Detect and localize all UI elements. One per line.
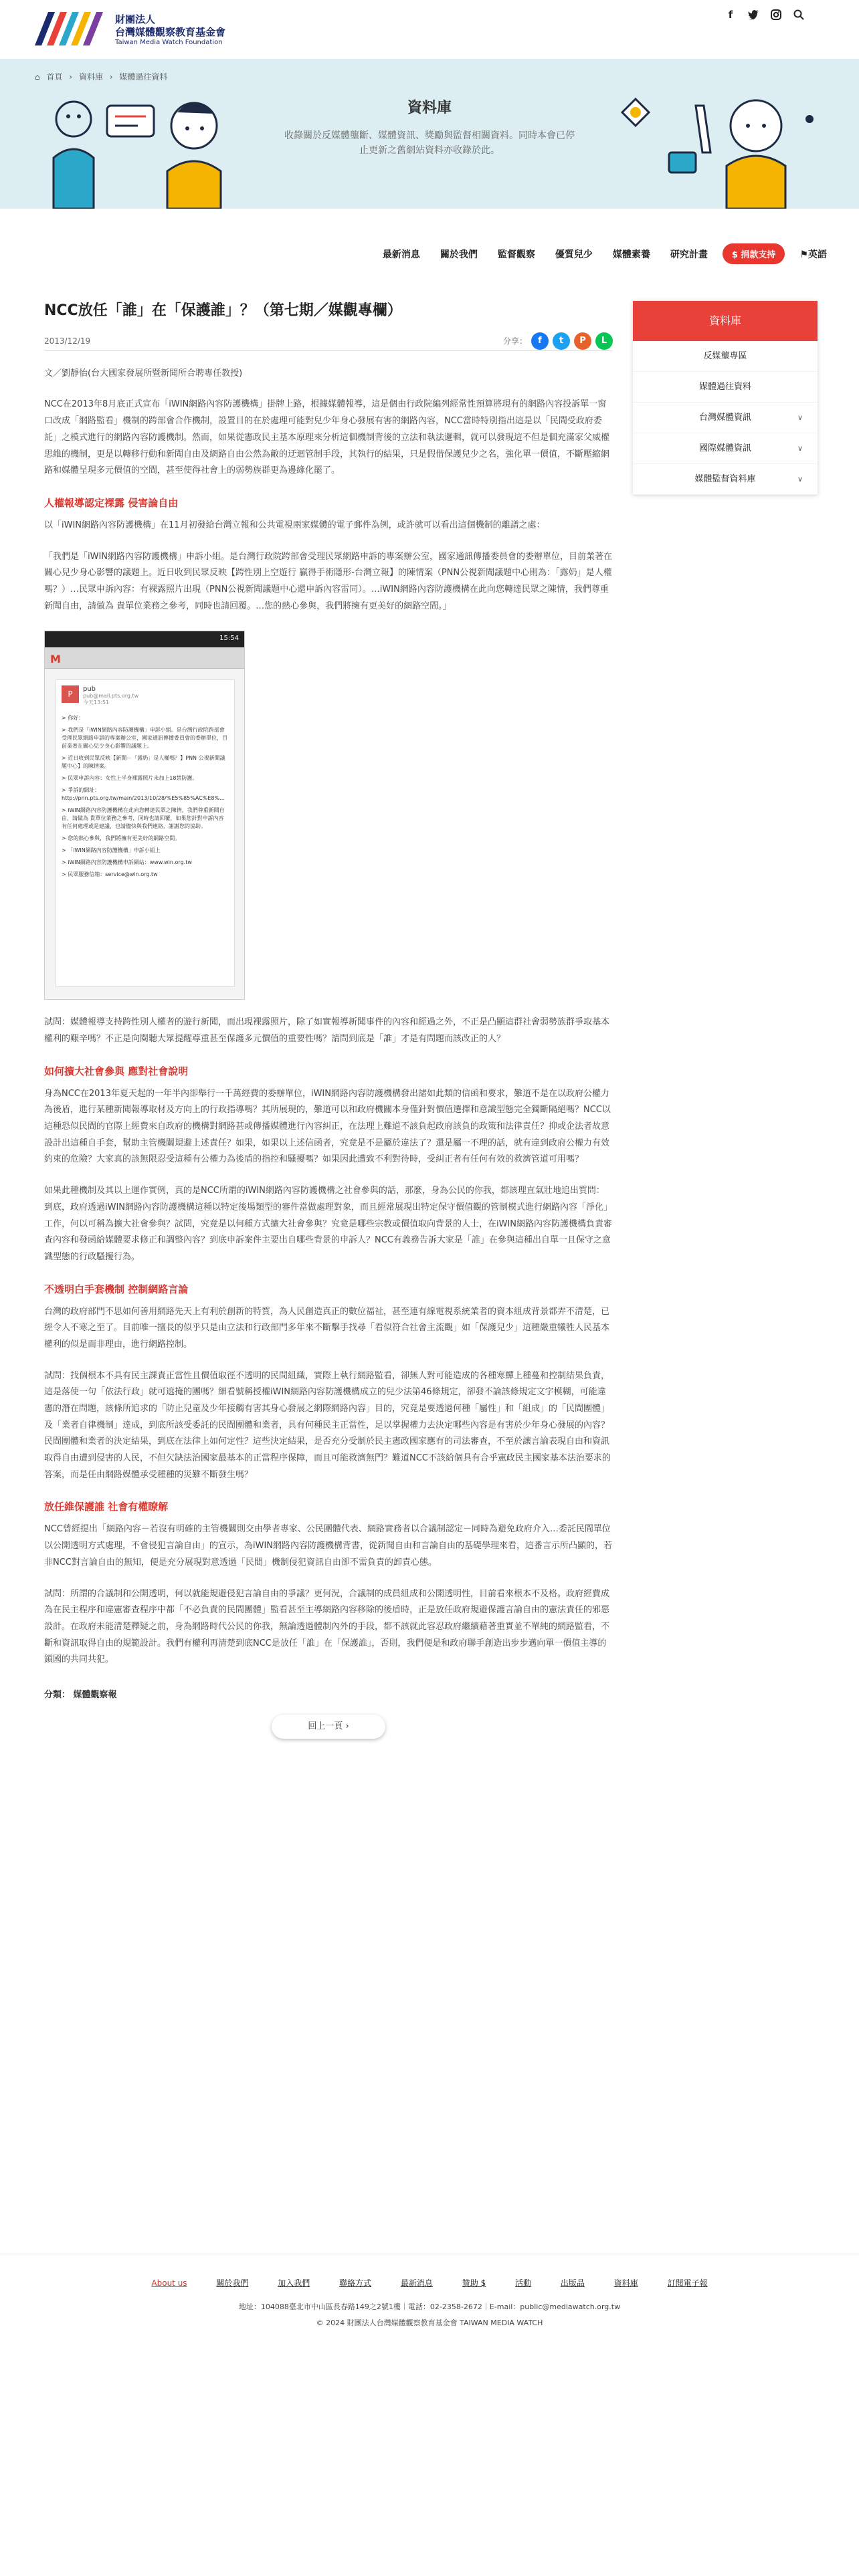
email-line: > 你好： (62, 715, 84, 722)
sidebar-item-international-media[interactable]: 國際媒體資訊 ∨ (633, 433, 818, 464)
article-paragraph: 試問：媒體報導支持跨性別人權者的遊行新聞，而出現裸露照片，除了如實報導新聞事件的內容和經過之外，不正是凸顯這群社會弱勢族群爭取基本權利的艱辛嗎？不正是向閱聽大眾提醒尊重甚至保護多元價值的重要性嗎？請問到底是「誰」才是有問題而該改正的人？ (44, 1017, 610, 1045)
social-links (724, 8, 805, 21)
breadcrumb: ⌂ 首頁 › 資料庫 › 媒體過往資料 (35, 72, 168, 82)
footer-link-contact[interactable]: 聯絡方式 (339, 2278, 372, 2288)
email-line: > iWIN網路內容防護機構申訴網站：www.win.org.tw (62, 859, 192, 866)
home-icon: ⌂ (35, 72, 40, 82)
site-logo[interactable] (35, 8, 256, 55)
site-footer (0, 2254, 859, 2334)
language-toggle[interactable] (799, 247, 827, 261)
footer-copyright: © 2024 財團法人台灣媒體觀察教育基金會 TAIWAN MEDIA WATCH (316, 2319, 543, 2327)
article-paragraph: 試問：所謂的合議制和公開透明，何以就能規避侵犯言論自由的爭議？更何況，合議制的成員組成和公開透明性，目前看來根本不及格。政府經費成為在民主程序和違憲審查程序中都「不必負責的民間團體」監看甚至主導網路內容移除的後盾時，正是放任政府規避保護言論自由的憲法責任的邪惡設計。在政府未能清楚釋疑之前，身為網路時代公民的你我，無論透過體制內外的手段，都不該就此容忍政府繼續藉著重實並不單純的網路監看，不斷和資訊取得自由的規範設計。我們有權利再清楚到底NCC是放任「誰」在「保護誰」，否則，我們便是和政府聯手創造出步步邁向單一價值主導的鎖國的共同共犯。 (44, 1588, 610, 1665)
nav-monitoring[interactable]: 監督觀察 (497, 249, 535, 260)
article-meta (44, 332, 613, 351)
article-author: 文／劉靜怡(台大國家發展所暨新聞所合聘專任教授) (44, 368, 243, 379)
footer-link-publications[interactable]: 出版品 (560, 2278, 585, 2288)
section-heading: 放任維保護誰 社會有權瞭解 (44, 1501, 169, 1513)
article-paragraph: 如果此種機制及其以上運作實例，真的是NCC所謂的iWIN網路內容防護機構之社會參與的話，那麼，身為公民的你我，都該理直氣壯地追出質問：到底，政府透過iWIN網路內容防護機構這種以特定後場類型的審件當做處理對象，而且經常展現出特定保守價值觀的管制模式進行網路內容「淨化」工作，何以可稱為擴大社會參與？試問，究竟是以何種方式擴大社會參與？究竟是哪些宗教或價值取向背景的人士，在iWIN網路內容防護機構負責審查內容和發函給媒體要求修正和調整內容？到底申訴案件主要出自哪些背景的申訴人？NCC有義務告訴大家是「誰」在參與這種出自單一且保守之意識型態的行政騷擾行為。 (44, 1186, 613, 1262)
article-paragraph: NCC在2013年8月底正式宣布「iWIN網路內容防護機構」掛牌上路，根據媒體報導，這是個由行政院編列經常性預算將現有的網路內容投訴單一窗口改成「網路監看」機制的跨部會合作機制，設置目的在於處理可能對兒少年身心發展有害的網路內容，NCC當時特別指出這是以「民間受政府委託」之模式進行的網路內容防護機制。然而，如果從憲政民主基本原理來分析這個機制背後的立法和執法邏輯，就可以發現這不但是個充滿家父威權思維的機制，更是以轉移行動和新聞自由及網路自由公然為敵的迂迴管制手段，其執行的結果，只是假借保護兒少之名，強化單一價值，不斷壓縮網路和媒體呈現多元價值的空間，甚至使得社會上的弱勢族群更為邊緣化罷了。 (44, 399, 610, 476)
email-line: > 民眾申訴內容：女性上半身裸露照片未加上18禁防護。 (62, 775, 198, 782)
main-nav (363, 243, 827, 264)
article-paragraph: 試問：找個根本不具有民主課責正當性且價值取徑不透明的民間組織，實際上執行網路監看，卻無人對可能造成的各種寒蟬上種蔓和控制結果負責，這是落使一句「依法行政」就可遮掩的團嗎？細看號稱授權iWIN網路內容防護機構成立的兒少法第46條規定，卻發不論該條規定文字模糊，可能違憲的潛在問題，該條所追求的「防止兒童及少年接觸有害其身心發展之網際網路內容」目的，究竟是要透過何種「屬性」和「組成」的「民間團體」及「業者自律機制」達成，到底所該受委託的民間團體和業者，具有何種民主正當性，足以掌握權力去決定哪些內容是有害於少年身心發展的內容？民間團體和業者的決定結果，到底在法律上如何定性？這些決定結果，是否充分受制於民主憲政國家應有的司法審查，不至於讓言論表現自由和資訊取得自由遭到侵害的人民，不但欠缺法治國家最基本的正當程序保障，而且可能救濟無門？難道NCC不該給個具有合乎憲政民主國家基本法治要求的答案，而是任由網路媒體承受種種的災難不斷發生嗎？ (44, 1370, 611, 1480)
back-button[interactable] (272, 1715, 385, 1739)
article-paragraph: 身為NCC在2013年夏天起的一年半內卻舉行一千萬經費的委辦單位，iWIN網路內容防護機構發出諸如此類的信函和要求，難道不是在以政府公權力為後盾，進行某種新聞報導取材及方向上的行政指導嗎？其所展現的，難道可以和政府機關本身僅針對價值選擇和意識型態完全獨斷隔絕嗎？NCC以這種恐似民間的官際上經費來自政府的機構對網路甚或傳播媒體進行內容糾正，在法理上難道不該負起政府該負的政策和法律責任？抑或企法者故意設計出這種自手套，幫助主管機關規避上述責任？如果，如果以上述信函者，究竟是不是屬於違法了？還是屬一不理的話，就有違到政府公權力有效約束的危險？大家真的該無限忍受這種有公權力為後盾的指控和騷擾嗎？如果因此遭致不利對待時，受糾正者有任何有效的救濟管道可用嗎？ (44, 1088, 611, 1165)
share-plurk-icon[interactable]: P (574, 332, 591, 350)
nav-news[interactable]: 最新消息 (382, 249, 420, 260)
instagram-icon[interactable] (769, 8, 783, 21)
donate-button[interactable]: $ 捐款支持 (723, 243, 785, 264)
phone-status-bar: 15:54 (45, 631, 244, 647)
language-label: 英語 (808, 249, 827, 260)
footer-link-database[interactable]: 資料庫 (613, 2278, 638, 2288)
logo-line-3: Taiwan Media Watch Foundation (115, 38, 223, 46)
site-header (0, 0, 859, 60)
nav-research[interactable]: 研究計畫 (670, 249, 708, 260)
sidebar (633, 301, 818, 495)
share-label: 分享： (502, 336, 527, 346)
article-paragraph: NCC曾經提出「網路內容－若沒有明確的主管機關則交由學者專家、公民團體代表、網路實務者以合議制認定－同時為避免政府介入…委託民間單位以公開透明方式處理，不會侵犯言論自由」的宣示，為iWIN網路內容防護機構背書，從新聞自由和言論自由的基礎學理來看，這番言示所凸顯的，若非NCC對言論自由的無知，便是充分展現對意透過「民間」機制侵犯資訊自由卻不需負責的卸責心態。 (44, 1524, 613, 1568)
section-heading: 如何擴大社會參與 應對社會說明 (44, 1065, 189, 1077)
nav-youth[interactable]: 優質兒少 (555, 249, 593, 260)
sidebar-item-past-data[interactable]: 媒體過往資料 (633, 372, 818, 403)
footer-address: 地址：104088臺北市中山區長春路149之2號1樓｜電話：02-2358-2672｜E-mail：public@mediawatch.org.tw (238, 2302, 621, 2311)
flag-icon: ⚑ (799, 249, 808, 260)
chevron-right-icon: › (345, 1721, 349, 1731)
logo-line-1: 財團法人 (115, 13, 156, 25)
chevron-down-icon: ∨ (797, 413, 803, 422)
share-facebook-icon[interactable]: f (531, 332, 549, 350)
share-bar (503, 332, 613, 350)
sender-name: pub (83, 685, 96, 693)
email-line: > 近日收到民眾反映【新聞－「露奶」是人權嗎？】PNN 公視新聞議題中心】的陳情案。 (62, 755, 225, 770)
share-twitter-icon[interactable]: t (553, 332, 570, 350)
article (44, 301, 613, 1739)
article-title: NCC放任「誰」在「保護誰」？（第七期／媒觀專欄） (44, 302, 402, 319)
search-icon[interactable] (792, 8, 805, 21)
chevron-down-icon: ∨ (797, 475, 803, 484)
facebook-icon[interactable]: f (728, 9, 733, 21)
gmail-icon: M (50, 653, 61, 666)
sidebar-title: 資料庫 (633, 301, 818, 341)
email-screenshot (44, 631, 245, 1000)
banner-description: 收錄關於反媒體壟斷、媒體資訊、獎勵與監督相關資料。同時本會已停止更新之舊網站資料亦收錄於此。 (284, 130, 575, 156)
sidebar-item-anti-monopoly[interactable]: 反媒壟專區 (633, 341, 818, 372)
twitter-icon[interactable] (747, 8, 760, 21)
nav-about[interactable]: 關於我們 (440, 249, 478, 260)
article-paragraph: 台灣的政府部門不思如何善用網路先天上有利於創新的特質，為人民創造真正的數位福祉，甚至連有線電視系統業者的資本組成背景都弄不清楚，已經令人不寒之至了。目前唯一擅長的似乎只是由立法和行政部門多年來不斷擊手找尋「看似符合社會主流觀」如「保護兒少」這種嚴重犧牲人民基本權利的似是而非理由，進行網路控制。 (44, 1306, 610, 1350)
back-label: 回上一頁 (308, 1721, 343, 1731)
article-category[interactable]: 分類： 媒體觀察報 (44, 1689, 117, 1700)
email-line: > 爭訴的網址：http://pnn.pts.org.tw/main/2013/10/28/%E5%85%AC%E8%... (62, 787, 225, 802)
footer-link-news[interactable]: 最新消息 (400, 2278, 433, 2288)
email-line: > 我們是「iWIN網路內容防護機構」申訴小組。是台灣行政院跨部會受理民眾網路申訴的專案辦公室，國家通訊傳播委員會的委辦單位，目前業著在關心兒少身心影響的議題上。 (62, 727, 227, 750)
footer-link-newsletter[interactable]: 訂閱電子報 (667, 2278, 708, 2288)
article-paragraph: 以「iWIN網路內容防護機構」在11月初發給台灣立報和公共電視兩家媒體的電子郵件為例，或許就可以看出這個機制的離譜之處： (44, 520, 545, 530)
breadcrumb-current: 媒體過往資料 (119, 72, 168, 82)
nav-literacy[interactable]: 媒體素養 (612, 249, 650, 260)
footer-link-events[interactable]: 活動 (515, 2278, 532, 2288)
chevron-down-icon: ∨ (797, 444, 803, 453)
email-card (56, 679, 235, 987)
mail-toolbar (45, 647, 244, 669)
sender-avatar: P (62, 685, 79, 703)
footer-link-join[interactable]: 加入我們 (278, 2278, 310, 2288)
sender-address: pub@mail.pts.org.tw (83, 693, 139, 700)
email-line: > 「iWIN網路內容防護機構」申訴小組上 (62, 847, 161, 854)
banner-illustration-right (595, 72, 836, 209)
sidebar-item-taiwan-media[interactable]: 台灣媒體資訊 ∨ (633, 403, 818, 433)
email-line: > 民眾服務信箱：service@win.org.tw (62, 871, 158, 878)
footer-links (0, 2277, 859, 2288)
footer-link-about-us[interactable]: About us (151, 2278, 187, 2288)
page-banner (0, 59, 859, 209)
article-date: 2013/12/19 (44, 336, 91, 346)
footer-link-about[interactable]: 關於我們 (216, 2278, 249, 2288)
footer-link-donate[interactable]: 贊助 $ (462, 2278, 486, 2288)
sidebar-item-monitoring-db[interactable]: 媒體監督資料庫 ∨ (633, 464, 818, 495)
logo-line-2: 台灣媒體觀察教育基金會 (115, 25, 226, 38)
email-line: > iWIN網路內容防護機構在此向您轉達民眾之陳情，我們尊重新聞自由，請做為 貴單位業務之參考，同時也請回覆，如果您針對申訴內容有任何處理或是建議，也請儘快與我們連絡，謝謝您的協助。 (62, 807, 225, 830)
email-line: > 您的熱心參與，我們將擁有更美好的網路空間。 (62, 835, 181, 842)
breadcrumb-home[interactable]: 首頁 (46, 72, 63, 82)
logo-mark-icon (35, 8, 107, 52)
article-quote: 「我們是「iWIN網路內容防護機構」申訴小組。是台灣行政院跨部會受理民眾網路申訴的專案辦公室，國家通訊傳播委員會的委辦單位，目前業著在關心兒少身心影響的議題上。近日收到民眾反映【跨性別上空遊行 贏得手術隱形-台灣立報】的陳情案（PNN公視新聞議題中心則為：「露奶」是人權嗎？）…民眾申訴內容：有裸露照片出現（PNN公視新聞議題中心還申訴內容雷同）。…iWIN網路內容防護機構在此向您轉達民眾之陳情，我們尊重新聞自由，請做為 貴單位業務之參考，同時也請回覆。…您的熱心參與，我們將擁有更美好的網路空間。」 (44, 551, 613, 611)
banner-title: 資料庫 (407, 100, 452, 116)
section-heading: 不透明白手套機制 控制網路言論 (44, 1283, 189, 1295)
email-time: 今天13:51 (83, 700, 110, 706)
section-heading: 人權報導認定裸露 侵害論自由 (44, 496, 179, 509)
share-line-icon[interactable]: L (595, 332, 613, 350)
breadcrumb-database[interactable]: 資料庫 (78, 72, 103, 82)
